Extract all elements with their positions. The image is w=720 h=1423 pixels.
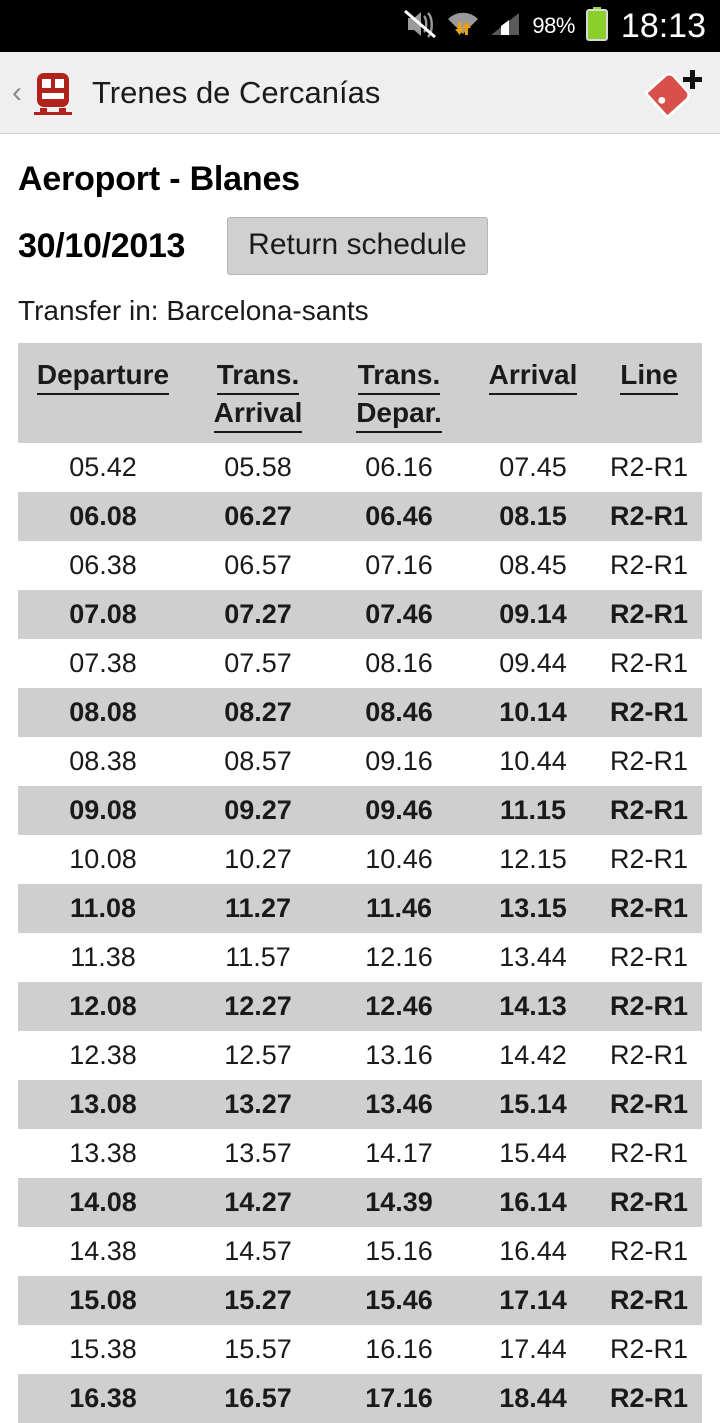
cell-trans-depar: 09.16	[365, 746, 433, 776]
table-row[interactable]	[18, 884, 702, 933]
status-icon-group	[403, 7, 609, 46]
table-row[interactable]	[18, 443, 702, 492]
cell-departure: 15.38	[69, 1334, 137, 1364]
cell-trans-arrival: 16.57	[224, 1383, 292, 1413]
cell-departure: 14.08	[69, 1187, 137, 1217]
cell-line: R2-R1	[609, 1334, 689, 1364]
cell-departure: 12.08	[69, 991, 137, 1021]
cell-arrival: 10.44	[499, 746, 567, 776]
table-row[interactable]	[18, 1129, 702, 1178]
table-row[interactable]	[18, 786, 702, 835]
mobile-signal-icon	[489, 9, 523, 44]
cell-arrival: 17.14	[499, 1285, 567, 1315]
cell-line: R2-R1	[609, 599, 689, 629]
action-bar-actions	[644, 67, 706, 119]
cell-arrival: 13.15	[499, 893, 567, 923]
cell-trans-depar: 07.46	[365, 599, 433, 629]
cell-arrival: 15.14	[499, 1089, 567, 1119]
cell-arrival: 14.42	[499, 1040, 567, 1070]
cell-departure: 09.08	[69, 795, 137, 825]
cell-trans-arrival: 14.57	[224, 1236, 292, 1266]
cell-line: R2-R1	[609, 1089, 689, 1119]
cell-arrival: 09.14	[499, 599, 567, 629]
column-header-arrival: Arrival	[470, 349, 596, 395]
status-bar	[0, 0, 720, 52]
cell-trans-depar: 13.16	[365, 1040, 433, 1070]
cell-line: R2-R1	[609, 893, 689, 923]
cell-arrival: 15.44	[499, 1138, 567, 1168]
table-row[interactable]	[18, 933, 702, 982]
cell-trans-depar: 14.17	[365, 1138, 433, 1168]
cell-trans-depar: 06.16	[365, 452, 433, 482]
cell-line: R2-R1	[609, 1236, 689, 1266]
cell-line: R2-R1	[609, 1383, 689, 1413]
cell-trans-arrival: 07.27	[224, 599, 292, 629]
cell-line: R2-R1	[609, 501, 689, 531]
cell-trans-depar: 11.46	[365, 893, 433, 923]
table-row[interactable]	[18, 1276, 702, 1325]
cell-departure: 11.38	[70, 942, 136, 972]
cell-trans-depar: 06.46	[365, 501, 433, 531]
cell-line: R2-R1	[609, 1138, 689, 1168]
cell-departure: 14.38	[69, 1236, 137, 1266]
cell-trans-depar: 15.46	[365, 1285, 433, 1315]
table-row[interactable]	[18, 1227, 702, 1276]
table-row[interactable]	[18, 1031, 702, 1080]
cell-trans-depar: 12.16	[365, 942, 433, 972]
page-title: Trenes de Cercanías	[92, 74, 381, 110]
table-row[interactable]	[18, 1325, 702, 1374]
cell-trans-arrival: 11.57	[225, 942, 291, 972]
table-row[interactable]	[18, 492, 702, 541]
cell-line: R2-R1	[609, 1187, 689, 1217]
schedule-date: 30/10/2013	[18, 226, 186, 265]
cell-line: R2-R1	[609, 1040, 689, 1070]
cell-departure: 05.42	[69, 452, 137, 482]
cell-arrival: 14.13	[499, 991, 567, 1021]
cell-trans-arrival: 11.27	[224, 893, 292, 923]
table-row[interactable]	[18, 541, 702, 590]
vibrate-mute-icon	[403, 9, 437, 44]
cell-line: R2-R1	[609, 844, 689, 874]
cell-trans-depar: 17.16	[365, 1383, 433, 1413]
column-header-departure: Departure	[18, 349, 188, 395]
cell-trans-arrival: 14.27	[224, 1187, 292, 1217]
status-clock: 18:13	[620, 7, 706, 45]
cell-trans-arrival: 10.27	[224, 844, 292, 874]
cell-line: R2-R1	[609, 746, 689, 776]
cell-line: R2-R1	[609, 550, 689, 580]
train-icon	[28, 68, 78, 118]
cell-trans-depar: 13.46	[365, 1089, 433, 1119]
cell-trans-arrival: 12.57	[224, 1040, 292, 1070]
cell-arrival: 08.45	[499, 550, 567, 580]
table-row[interactable]	[18, 1374, 702, 1423]
cell-trans-arrival: 07.57	[224, 648, 292, 678]
cell-trans-depar: 15.16	[365, 1236, 433, 1266]
cell-departure: 06.38	[69, 550, 137, 580]
cell-departure: 12.38	[69, 1040, 137, 1070]
cell-arrival: 13.44	[499, 942, 567, 972]
table-row[interactable]	[18, 1178, 702, 1227]
cell-trans-depar: 14.39	[365, 1187, 433, 1217]
schedule-table	[18, 343, 702, 1423]
cell-trans-depar: 07.16	[365, 550, 433, 580]
cell-arrival: 07.45	[499, 452, 567, 482]
table-row[interactable]	[18, 835, 702, 884]
cell-arrival: 18.44	[499, 1383, 567, 1413]
cell-arrival: 16.44	[499, 1236, 567, 1266]
route-title: Aeroport - Blanes	[18, 160, 300, 198]
cell-arrival: 10.14	[499, 697, 567, 727]
cell-arrival: 17.44	[499, 1334, 567, 1364]
cell-departure: 07.38	[69, 648, 137, 678]
cell-departure: 11.08	[69, 893, 137, 923]
cell-line: R2-R1	[609, 1285, 689, 1315]
table-header-row	[18, 343, 702, 443]
cell-line: R2-R1	[609, 648, 689, 678]
cell-trans-arrival: 08.27	[224, 697, 292, 727]
cell-line: R2-R1	[609, 452, 689, 482]
table-row[interactable]	[18, 590, 702, 639]
cell-departure: 13.38	[69, 1138, 137, 1168]
table-row[interactable]	[18, 1080, 702, 1129]
cell-arrival: 08.15	[499, 501, 567, 531]
battery-percent-label: 98%	[532, 13, 575, 38]
date-row	[18, 217, 702, 275]
action-bar	[0, 52, 720, 134]
column-header-trans-arrival: Trans. Arrival	[188, 349, 328, 433]
table-row[interactable]	[18, 688, 702, 737]
cell-trans-arrival: 06.57	[224, 550, 292, 580]
cell-arrival: 11.15	[499, 795, 567, 825]
cell-trans-arrival: 12.27	[224, 991, 292, 1021]
table-row[interactable]	[18, 639, 702, 688]
cell-trans-arrival: 15.27	[224, 1285, 292, 1315]
cell-arrival: 12.15	[499, 844, 567, 874]
cell-departure: 15.08	[69, 1285, 137, 1315]
cell-line: R2-R1	[609, 697, 689, 727]
cell-departure: 13.08	[69, 1089, 137, 1119]
cell-departure: 07.08	[69, 599, 137, 629]
cell-trans-arrival: 13.57	[224, 1138, 292, 1168]
cell-departure: 16.38	[69, 1383, 137, 1413]
column-header-trans-depar: Trans. Depar.	[328, 349, 470, 433]
table-body	[18, 443, 702, 1423]
cell-departure: 08.38	[69, 746, 137, 776]
cell-trans-depar: 08.46	[365, 697, 433, 727]
cell-line: R2-R1	[609, 991, 689, 1021]
cell-trans-arrival: 06.27	[224, 501, 292, 531]
return-schedule-button[interactable]: Return schedule	[227, 217, 487, 275]
cell-trans-depar: 10.46	[365, 844, 433, 874]
cell-trans-arrival: 05.58	[224, 452, 292, 482]
cell-trans-depar: 16.16	[365, 1334, 433, 1364]
wifi-icon	[446, 9, 480, 44]
table-row[interactable]	[18, 737, 702, 786]
cell-departure: 10.08	[69, 844, 137, 874]
cell-line: R2-R1	[609, 795, 689, 825]
cell-trans-arrival: 09.27	[224, 795, 292, 825]
cell-trans-depar: 09.46	[365, 795, 433, 825]
back-button[interactable]: ‹	[12, 75, 22, 109]
column-header-line: Line	[596, 349, 702, 395]
cell-arrival: 09.44	[499, 648, 567, 678]
cell-trans-arrival: 13.27	[224, 1089, 292, 1119]
table-row[interactable]	[18, 982, 702, 1031]
cell-departure: 06.08	[69, 501, 137, 531]
battery-icon	[585, 7, 609, 46]
cell-departure: 08.08	[69, 697, 137, 727]
add-tag-icon[interactable]	[644, 67, 706, 119]
cell-trans-depar: 12.46	[365, 991, 433, 1021]
main-content	[0, 160, 720, 1423]
cell-trans-depar: 08.16	[365, 648, 433, 678]
cell-arrival: 16.14	[499, 1187, 567, 1217]
transfer-label: Transfer in: Barcelona-sants	[18, 295, 369, 326]
cell-trans-arrival: 15.57	[224, 1334, 292, 1364]
cell-line: R2-R1	[609, 942, 689, 972]
cell-trans-arrival: 08.57	[224, 746, 292, 776]
